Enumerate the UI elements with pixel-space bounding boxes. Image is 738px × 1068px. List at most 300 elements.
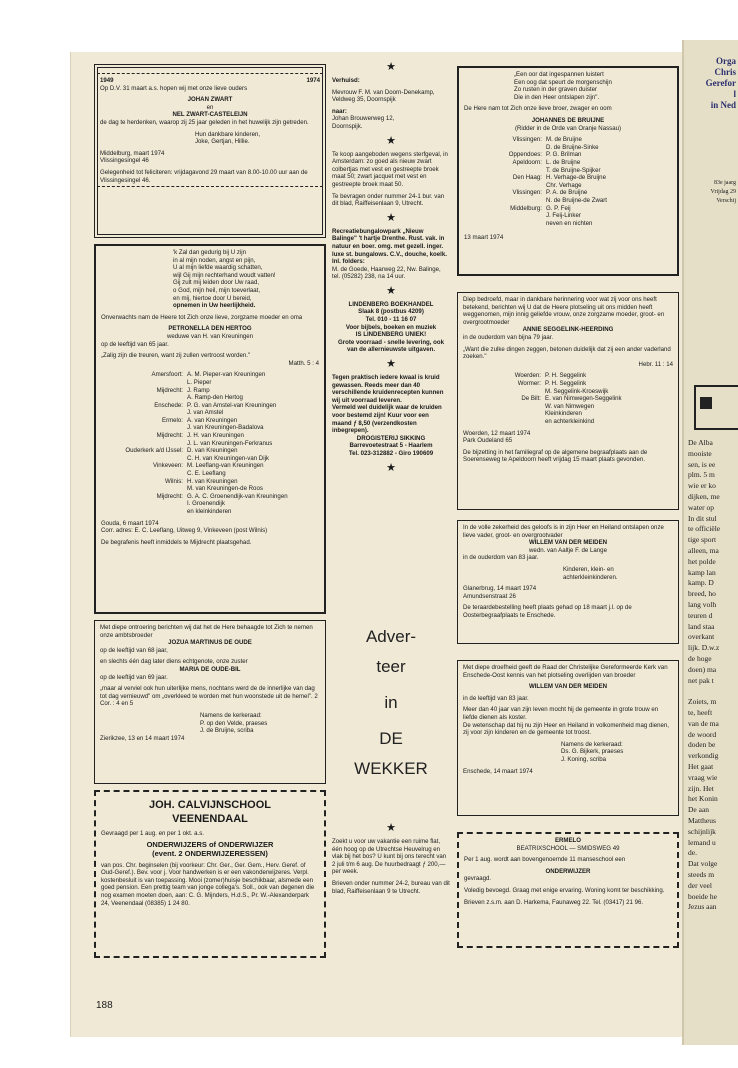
family-row bbox=[101, 470, 319, 478]
family-row bbox=[463, 380, 673, 388]
star-separator: ★ bbox=[386, 284, 396, 297]
edge-text-line: kamp. D bbox=[688, 578, 714, 588]
family-row bbox=[101, 500, 319, 508]
moved-to-label: naar: bbox=[332, 107, 347, 115]
family-row bbox=[101, 409, 319, 417]
ad-line: teer bbox=[376, 657, 406, 676]
signature bbox=[463, 566, 673, 581]
request-text: gevraagd. bbox=[464, 875, 492, 883]
family-row bbox=[464, 189, 672, 197]
burial-info: De teraardebestelling heeft plaats gehad op 18 maart j.l. op de Oosterbegraafplaats te Enschede. bbox=[463, 604, 632, 619]
year-end: 1974 bbox=[306, 77, 320, 84]
place-date: Gouda, 6 maart 1974 bbox=[101, 519, 159, 527]
signature-line: Namens de kerkeraad: bbox=[561, 740, 623, 748]
intro-text: Met diepe ontroering berichten wij dat het de Here behaagde tot Zich te nemen onze ambtsbroeder bbox=[100, 624, 313, 639]
family-row bbox=[101, 455, 319, 463]
signature-line: Hun dankbare kinderen, bbox=[195, 130, 261, 138]
bookshop-slogan: Voor bijbels, boeken en muziek bbox=[345, 323, 437, 331]
family-place bbox=[101, 409, 187, 417]
verse-line: „Een oor dat ingespannen luistert bbox=[514, 71, 604, 78]
family-place bbox=[101, 424, 187, 432]
address: Amundsenstraat 26 bbox=[463, 592, 516, 600]
intro-text: Diep bedroefd, maar in dankbare herinnering voor wat zij voor ons heeft betekend, berichten wij U dat de Heere plotseling uit ons midden heeft weggenomen, mijn innig geliefde vrouw, onze zorgzame moeder, groot- en overgrootmoeder bbox=[463, 296, 665, 326]
verse-line: o God, mijn heil, mijn toeverlaat, bbox=[173, 286, 261, 294]
age-text: op de leeftijd van 65 jaar. bbox=[101, 340, 169, 348]
moved-new-town: Doornspijk. bbox=[332, 122, 363, 130]
family-member: G. P. Feij bbox=[546, 204, 571, 212]
obituary-de-bruijne bbox=[457, 66, 679, 276]
family-place bbox=[101, 379, 187, 387]
family-place: Ouderkerk a/d IJssel: bbox=[125, 447, 183, 455]
family-member: C. H. van Kreuningen-van Dijk bbox=[187, 454, 269, 462]
family-place: Vinkeveen: bbox=[152, 462, 183, 470]
herbs-text: Tegen praktisch iedere kwaal is kruid gewassen. Reeds meer dan 40 verschillende kruidenrecepten kunnen wij uit voorraad leveren. bbox=[332, 374, 444, 404]
edge-text-line: mooiste bbox=[688, 448, 712, 458]
family-member: M. van Kreuningen-de Roos bbox=[187, 485, 263, 493]
burial-info: De bijzetting in het familiegraf op de algemene begraafplaats aan de Soerenseweg te Apeldoorn heeft vrijdag 15 maart plaats gevonden. bbox=[463, 448, 648, 464]
family-row bbox=[464, 182, 672, 190]
edge-text-line: het polde bbox=[688, 556, 716, 566]
edge-text-line: steeds m bbox=[688, 870, 715, 879]
place-date: Zierikzee, 13 en 14 maart 1974 bbox=[100, 734, 185, 742]
star-separator: ★ bbox=[386, 822, 396, 834]
edge-text-line: Dat volge bbox=[688, 859, 718, 869]
edge-text-line: De aan bbox=[688, 805, 710, 815]
correspondence-address: Corr. adres: E. C. Leeflang, Uitweg 9, Vinkeveen (post Wilnis) bbox=[101, 527, 268, 535]
school-town: ERMELO bbox=[554, 837, 582, 844]
family-member: P. A. de Bruijne bbox=[546, 189, 588, 197]
family-row bbox=[101, 440, 319, 448]
deceased-subtitle: weduwe van H. van Kreuningen bbox=[166, 332, 254, 340]
family-place: Wilnis: bbox=[165, 477, 183, 485]
signature-line: Ds. G. Bijkerk, praeses bbox=[561, 748, 624, 756]
verse bbox=[101, 249, 319, 302]
edge-text-line: net pak t bbox=[688, 675, 714, 685]
family-row bbox=[101, 379, 319, 387]
family-row bbox=[101, 493, 319, 501]
edge-text-line: Jezus aan bbox=[688, 902, 717, 912]
verse-line: Zo rusten in der graven duister bbox=[514, 86, 597, 94]
ad-line: in bbox=[384, 693, 398, 712]
signature-line: Joke, Gertjan, Hillie. bbox=[195, 138, 250, 146]
quote: „Want die zulke dingen zeggen, betonen duidelijk dat zij een ander vaderland zoeken." bbox=[463, 345, 671, 361]
edge-text-line: breed, ho bbox=[688, 589, 716, 599]
moved-name: Mevrouw F. M. van Doorn-Denekamp, bbox=[332, 88, 435, 96]
vacation-ad bbox=[332, 818, 450, 895]
body-text: Meer dan 40 jaar van zijn leven mocht hij de gemeente in grote trouw en liefde dienen als koster. bbox=[463, 706, 659, 721]
body-text: Per 1 aug. wordt aan bovengenoemde 11 manseschool een bbox=[464, 856, 626, 864]
herbs-price: Vermeld wel duidelijk waar de kruiden voor bestemd zijn! Kuur voor een maand ƒ 8,50 (verzendkosten inbegrepen). bbox=[332, 404, 442, 435]
family-member: J. H. van Kreuningen bbox=[187, 432, 244, 440]
quote-reference: Matth. 5 : 4 bbox=[288, 359, 319, 367]
name-husband: JOHAN ZWART bbox=[187, 96, 233, 104]
family-row bbox=[464, 205, 672, 213]
obituary-den-hertog bbox=[94, 244, 326, 614]
star-separator: ★ bbox=[386, 134, 396, 147]
school-town: VEENENDAAL bbox=[172, 813, 248, 825]
verse-line: 'k Zal dan gedurig bij U zijn bbox=[173, 249, 246, 256]
family-member: W. van Nimwegen bbox=[545, 402, 595, 410]
address: Park Oudeland 65 bbox=[463, 437, 513, 445]
bookshop-delivery: Grote voorraad - snelle levering, ook van de allernieuwste uitgaven. bbox=[338, 338, 444, 354]
family-place: Woerden: bbox=[514, 372, 541, 380]
for-sale-contact: Te bevragen onder nummer 24-1 bur. van dit blad, Raiffeisenlaan 9, Utrecht. bbox=[332, 192, 445, 208]
date: 13 maart 1974 bbox=[464, 234, 504, 242]
family-member: P. H. Seggelink bbox=[545, 379, 587, 387]
verse-line: U al mijn liefde waardig schatten, bbox=[173, 264, 263, 272]
verse-line: wijl Gij mijn rechterhand woudt vatten! bbox=[173, 271, 276, 279]
signature-line: Namens de kerkeraad: bbox=[200, 711, 262, 719]
family-member: M. Leeflang-van Kreuningen bbox=[187, 462, 264, 470]
family-row bbox=[101, 478, 319, 486]
obituary-seggelink bbox=[457, 292, 679, 510]
signature bbox=[100, 712, 320, 735]
family-member: M. Seggelink-Kroeswijk bbox=[545, 387, 609, 395]
obituary-van-der-meiden-church bbox=[457, 660, 679, 816]
family-place: Middelburg: bbox=[510, 204, 542, 212]
verse bbox=[464, 71, 672, 101]
edge-text-line: het Konin bbox=[688, 794, 718, 804]
intro-text: Onverwachts nam de Heere tot Zich onze lieve, zorgzame moeder en oma bbox=[101, 313, 303, 321]
requirements: Voledig bevoegd. Graag met enige ervaring. Woning komt ter beschikking. bbox=[464, 886, 665, 894]
body-text: De wetenschap dat hij nu zijn Heer en Heiland in volkomenheid mag dienen, zij voor zijn kinderen en de gemeente tot troost. bbox=[463, 721, 669, 737]
family-row bbox=[101, 402, 319, 410]
address: Vlissingesingel 46 bbox=[100, 157, 149, 165]
edge-text-line: kamp lan bbox=[688, 567, 716, 577]
family-place: Vlissingen: bbox=[512, 136, 542, 144]
deceased-name-2: MARIA DE OUDE-BIL bbox=[179, 665, 241, 673]
family-place bbox=[464, 182, 546, 190]
vacation-contact: Brieven onder nummer 24-2, bureau van dit blad, Raiffeisenlaan 9 te Utrecht. bbox=[332, 879, 450, 895]
edge-text-line: plm. 5 m bbox=[688, 470, 715, 480]
family-member: Chr. Verhage bbox=[546, 181, 582, 189]
star-separator: ★ bbox=[386, 61, 396, 73]
family-place bbox=[464, 212, 546, 220]
obituary-van-der-meiden-family bbox=[457, 520, 679, 644]
edge-text-line: Het gaat bbox=[688, 762, 714, 771]
contact: Brieven z.s.m. aan D. Harkema, Faunaweg 22. Tel. (03417) 21 96. bbox=[464, 898, 644, 906]
school-name: JOH. CALVIJNSCHOOL bbox=[148, 799, 272, 811]
family-member: J. van Kreuningen-Badalova bbox=[187, 424, 264, 432]
name-wife: NEL ZWART-CASTELEIJN bbox=[172, 111, 248, 119]
bookshop-address: Slaak 8 (postbus 4209) bbox=[358, 308, 424, 316]
family-row bbox=[464, 220, 672, 228]
signature-line: Kinderen, klein- en bbox=[563, 565, 614, 573]
edge-text-line: alleen, ma bbox=[688, 546, 719, 555]
family-row bbox=[463, 403, 673, 411]
family-row bbox=[101, 447, 319, 455]
anniversary-notice bbox=[94, 64, 326, 238]
family-place: Ermelo: bbox=[162, 416, 183, 424]
family-row bbox=[101, 424, 319, 432]
edge-text-line: lemand u bbox=[688, 837, 716, 847]
family-place bbox=[464, 220, 546, 228]
job-ad-calvijnschool bbox=[94, 790, 326, 958]
family-list bbox=[101, 371, 319, 515]
age-text-1: op de leeftijd van 68 jaar, bbox=[100, 646, 168, 654]
verse-line: Een oog dat speurt de morgenschijn bbox=[514, 78, 612, 86]
for-sale-text: Te koop aangeboden wegens sterfgeval, in Amsterdam: zo goed als nieuw zwart colbertjas met vest en gestreepte broek maat 50; zwart jacquet met vest en gestreepte broek maat 50. bbox=[332, 150, 448, 188]
drugstore-address: Barrevoetestraat 5 - Haarlem bbox=[349, 442, 433, 450]
school-name: BEATRIXSCHOOL — SMIDSWEG 49 bbox=[516, 844, 620, 852]
place-date: Woerden, 12 maart 1974 bbox=[463, 429, 531, 437]
body-text: de dag te herdenken, waarop zij 25 jaar geleden in het huwelijk zijn getreden. bbox=[100, 118, 309, 126]
edge-text-line: In dit stul bbox=[688, 513, 717, 523]
star-separator: ★ bbox=[386, 211, 396, 224]
and-text: en bbox=[206, 103, 214, 111]
verse-line: in al mijn noden, angst en pijn, bbox=[173, 256, 256, 264]
family-place bbox=[101, 470, 187, 478]
edge-text-line: te officiële bbox=[688, 524, 721, 534]
deceased-subtitle: (Ridder in de Orde van Oranje Nassau) bbox=[514, 124, 621, 132]
edge-text-line: Zoiets, m bbox=[688, 697, 717, 707]
family-place: Mijdrecht: bbox=[156, 432, 183, 440]
family-row bbox=[101, 417, 319, 425]
family-member: D. van Kreuningen bbox=[187, 447, 238, 455]
bookshop-unique: IS LINDENBERG UNIEK! bbox=[355, 331, 427, 339]
intro-text: Met diepe droefheid geeft de Raad der Christelijke Gereformeerde Kerk van Enschede-Oost kennis van het plotseling overlijden van broeder bbox=[463, 664, 668, 679]
job-ad-beatrixschool bbox=[457, 832, 679, 948]
place-date: Glanerbrug, 14 maart 1974 bbox=[463, 585, 537, 593]
family-place bbox=[463, 388, 545, 396]
family-member: T. de Bruijne-Spijker bbox=[546, 166, 601, 174]
family-member: J. L. van Kreuningen-Ferkranus bbox=[187, 439, 273, 447]
edge-text-line: de hoge bbox=[688, 654, 712, 663]
edge-text-line: tige sport bbox=[688, 535, 717, 545]
bookshop-phone: Tel. 010 - 11 16 07 bbox=[365, 316, 417, 324]
deceased-name: ANNIE SEGGELINK-HEERDING bbox=[522, 326, 614, 334]
family-row bbox=[463, 372, 673, 380]
family-member: Kleinkinderen bbox=[545, 410, 582, 418]
obituary-de-oude bbox=[94, 620, 326, 784]
verse-line: en mij, hiertoe door U bereid, bbox=[173, 294, 252, 302]
family-row bbox=[464, 136, 672, 144]
edge-text-line: der veel bbox=[688, 880, 712, 890]
family-place bbox=[464, 144, 546, 152]
family-place bbox=[101, 485, 187, 493]
edge-text-line: de. bbox=[688, 848, 697, 858]
age-text: in de ouderdom van 83 jaar. bbox=[463, 554, 539, 562]
edge-text-line: sen, is ee bbox=[688, 459, 716, 469]
adjacent-page-edge bbox=[682, 40, 738, 1045]
reception-info: Gelegenheid tot feliciteren: vrijdagavond 29 maart van 8.00-10.00 uur aan de Vlissingesingel 46. bbox=[100, 168, 308, 184]
vacation-text: Zoekt u voor uw vakantie een ruime flat, één hoog op de Utrechtse Heuvelrug en vlak bij het bos? U kunt bij ons terecht van 2 juli t/m 6 aug. De huurbedraagt ƒ 200,— per week. bbox=[332, 838, 447, 876]
position-subtitle: (event. 2 ONDERWIJZERESSEN) bbox=[152, 848, 268, 858]
family-row bbox=[463, 388, 673, 396]
family-place bbox=[463, 410, 545, 418]
family-place: Mijdrecht: bbox=[156, 386, 183, 394]
family-member: G. A. C. Groenendijk-van Kreuningen bbox=[187, 492, 288, 500]
family-place bbox=[101, 440, 187, 448]
edge-text-line: lijk. D.w.z bbox=[688, 643, 720, 653]
edge-text-line: land staa bbox=[688, 621, 715, 631]
quote-reference: Hebr. 11 : 14 bbox=[638, 360, 673, 368]
edge-text-line: overkant bbox=[688, 632, 715, 642]
verse-last-line: opnemen in Uw heerlijkheid. bbox=[173, 302, 256, 310]
verse-line: Die in den Heer ontslapen zijn". bbox=[514, 93, 600, 101]
family-member: I. Groenendijk bbox=[187, 500, 225, 508]
family-list bbox=[463, 372, 673, 425]
family-row bbox=[463, 410, 673, 418]
family-row bbox=[101, 387, 319, 395]
deceased-name-1: JOZUA MARTINUS DE OUDE bbox=[168, 639, 252, 647]
edge-text-line: wie er ko bbox=[688, 481, 716, 491]
deceased-subtitle: wedn. van Aaltje F. de Lange bbox=[529, 546, 607, 554]
family-member: H. van Kreuningen bbox=[187, 477, 238, 485]
family-member: C. E. Leeflang bbox=[187, 470, 226, 478]
family-member: H. Verhage-de Bruijne bbox=[546, 174, 606, 182]
family-row bbox=[101, 462, 319, 470]
family-member: A. van Kreuningen bbox=[187, 416, 238, 424]
family-member: P. G. Brilman bbox=[546, 151, 582, 159]
family-member: E. van Nimwegen-Seggelink bbox=[545, 395, 622, 403]
family-row bbox=[464, 167, 672, 175]
bungalow-contact: M. de Goede, Haarweg 22, Nw. Balinge, tel. (05282) 238, na 14 uur. bbox=[332, 265, 441, 281]
family-row bbox=[101, 508, 319, 516]
edge-text-line: doen) ma bbox=[688, 664, 717, 674]
family-row bbox=[101, 394, 319, 402]
quote: „Zalig zijn die treuren, want zij zullen vertroost worden." bbox=[101, 352, 251, 360]
edge-text-line: zijn. Het bbox=[688, 783, 714, 793]
family-row bbox=[101, 371, 319, 379]
family-member: neven en nichten bbox=[546, 219, 593, 227]
family-place bbox=[101, 508, 187, 516]
family-member: J. Ramp bbox=[187, 386, 210, 394]
family-place bbox=[463, 418, 545, 426]
family-member: J. Feij-Linker bbox=[546, 212, 581, 220]
edge-heading: Orga bbox=[716, 56, 736, 66]
edge-text-line: van de ma bbox=[688, 718, 719, 728]
moved-label: Verhuisd: bbox=[332, 77, 360, 84]
family-member: en kleinkinderen bbox=[187, 508, 232, 515]
family-row bbox=[101, 485, 319, 493]
edge-text-line: De Alba bbox=[688, 438, 713, 447]
family-place: Oppendoes: bbox=[508, 151, 542, 159]
intro-text: De Here nam tot Zich onze lieve broer, zwager en oom bbox=[464, 105, 612, 113]
age-text: in de ouderdom van bijna 79 jaar. bbox=[463, 333, 554, 341]
family-place bbox=[101, 500, 187, 508]
position-title: ONDERWIJZERS of ONDERWIJZER bbox=[146, 839, 274, 849]
edge-text-line: verkondig bbox=[688, 751, 719, 761]
edge-text-line: vraag wie bbox=[688, 772, 718, 782]
edge-text-line: dijken, me bbox=[688, 492, 720, 501]
family-member: L. Pieper bbox=[187, 378, 212, 386]
edge-text-line: teuren d bbox=[688, 610, 713, 620]
deceased-name: PETRONELLA DEN HERTOG bbox=[168, 325, 252, 333]
edge-text-line: doden be bbox=[688, 740, 716, 750]
edge-heading: Chris bbox=[714, 67, 736, 77]
place-date: Enschede, 14 maart 1974 bbox=[463, 767, 533, 775]
intro-text: In de volle zekerheid des geloofs is in zijn Heer en Heiland ontslapen onze lieve vader, groot- en overgrootvader bbox=[463, 524, 664, 539]
family-row bbox=[463, 395, 673, 403]
burial-info: De begrafenis heeft inmiddels te Mijdrecht plaatsgehad. bbox=[101, 538, 252, 546]
family-member: J. van Amstel bbox=[187, 409, 224, 417]
signature-line: J. de Bruijne, scriba bbox=[200, 727, 254, 735]
verse-line: Gij zult mij leiden door Uw raad, bbox=[173, 279, 260, 287]
family-row bbox=[464, 197, 672, 205]
family-list bbox=[464, 136, 672, 227]
family-member: en achterkleinkind bbox=[545, 417, 595, 425]
family-member: P. G. van Amstel-van Kreuningen bbox=[187, 401, 277, 409]
signature-line: P. op den Velde, praeses bbox=[200, 719, 268, 727]
family-member: D. de Bruijne-Sinke bbox=[546, 143, 599, 151]
family-place: Den Haag: bbox=[512, 174, 542, 182]
deceased-name: JOHANNES DE BRUIJNE bbox=[531, 116, 605, 124]
family-place bbox=[101, 455, 187, 463]
quote: „maar al verviel ook hun uiterlijke mens, nochtans werd de de innerlijke van dag tot dag vernieuwd" om „overkleed te worden met hun woonstede uit de hemel". 2 Cor. : 4 en 5 bbox=[100, 685, 318, 708]
edge-text-line: de woord bbox=[688, 729, 717, 739]
family-place bbox=[464, 197, 546, 205]
year-start: 1949 bbox=[100, 77, 114, 84]
signature bbox=[463, 741, 673, 764]
star-separator: ★ bbox=[386, 461, 396, 474]
family-member: M. de Bruijne bbox=[546, 136, 582, 144]
family-member: P. H. Seggelink bbox=[545, 372, 587, 380]
family-row bbox=[464, 151, 672, 159]
edge-small-text: 83e jaarg bbox=[713, 180, 736, 186]
age-text-2: op de leeftijd van 69 jaar. bbox=[100, 673, 168, 681]
family-place: Enschede: bbox=[154, 401, 183, 409]
family-row bbox=[463, 418, 673, 426]
family-place: Wormer: bbox=[517, 379, 541, 387]
family-place: Amersfoort: bbox=[151, 371, 183, 379]
edge-text-line: lang volh bbox=[688, 600, 717, 609]
family-place bbox=[464, 167, 546, 175]
moved-new-street: Johan Brouwerweg 12, bbox=[332, 115, 395, 123]
deceased-name: WILLEM VAN DER MEIDEN bbox=[528, 539, 608, 547]
moved-old-address: Veldweg 35, Doornspijk bbox=[332, 96, 396, 104]
edge-text-line: te, heeft bbox=[688, 708, 713, 717]
deceased-name: WILLEM VAN DER MEIDEN bbox=[528, 683, 608, 691]
edge-text-line: boeide he bbox=[688, 891, 717, 901]
signature bbox=[100, 131, 320, 146]
middle-column bbox=[332, 61, 450, 478]
edge-small-text: Vrijdag 29 bbox=[710, 189, 736, 195]
family-row bbox=[101, 432, 319, 440]
drugstore-phone: Tel. 023-312882 - Giro 190609 bbox=[348, 449, 434, 457]
edge-heading: l bbox=[733, 89, 736, 99]
family-row bbox=[464, 144, 672, 152]
family-row bbox=[464, 212, 672, 220]
edge-heading: in Ned bbox=[710, 100, 736, 110]
body-text: van pos. Chr. beginselen (bij voorkeur: Chr. Ger., Ger. Gem., Herv. Geref. of Oud-Geref.). Bev. voor j. Voor handwerken is er een vakonderwijzeres. Verpl. kostenbesluit is van toepassing. Mooi (zomer)huisje beschikbaar, alsmede een goed pension. Een prettig team van jonge collega's. Soll., ook van degenen die nog examen moeten doen, aan: C. G. Mijnders, H.d.S., Pr. W.-Alexanderpark 24, Veenendaal (08385) 1 24 80. bbox=[101, 861, 315, 907]
edge-text-line: Mattheus bbox=[688, 816, 716, 825]
request-text: Gevraagd per 1 aug. en per 1 okt. a.s. bbox=[101, 830, 204, 837]
edge-text-line: schijnlijk bbox=[688, 826, 716, 836]
ad-line: WEKKER bbox=[354, 759, 428, 778]
family-place: Apeldoorn: bbox=[512, 158, 542, 166]
drugstore-name: DROGISTERIJ SIKKING bbox=[356, 434, 426, 442]
edge-text-line: water op bbox=[688, 502, 715, 512]
family-member: N. de Bruijne-de Zwart bbox=[546, 196, 607, 204]
ad-line: Adver- bbox=[365, 627, 417, 646]
page-number: 188 bbox=[96, 1000, 113, 1011]
edge-heading: Gerefor bbox=[705, 78, 736, 88]
place-date: Middelburg, maart 1974 bbox=[100, 149, 165, 157]
bungalow-ad: Recreatiebungalowpark „Nieuw Balinge" 't hartje Drenthe. Rust. vak. in natuur en boer. omg. met gezell. inger. luxe st. bungalows. C.V., douche, koelk. Inl. folders: bbox=[332, 227, 447, 266]
family-place: De Bilt: bbox=[521, 395, 541, 403]
family-member: A. Ramp-den Hertog bbox=[187, 394, 243, 402]
family-member: L. de Bruijne bbox=[546, 158, 581, 166]
family-place bbox=[101, 394, 187, 402]
position-title: ONDERWIJZER bbox=[545, 867, 591, 875]
bookshop-name: LINDENBERG BOEKHANDEL bbox=[348, 300, 434, 308]
advertise-in-de-wekker bbox=[336, 622, 446, 784]
age-text: in de leeftijd van 83 jaar. bbox=[463, 694, 529, 702]
star-separator: ★ bbox=[386, 358, 396, 371]
family-place bbox=[463, 403, 545, 411]
edge-small-text: Verschij bbox=[716, 198, 736, 204]
